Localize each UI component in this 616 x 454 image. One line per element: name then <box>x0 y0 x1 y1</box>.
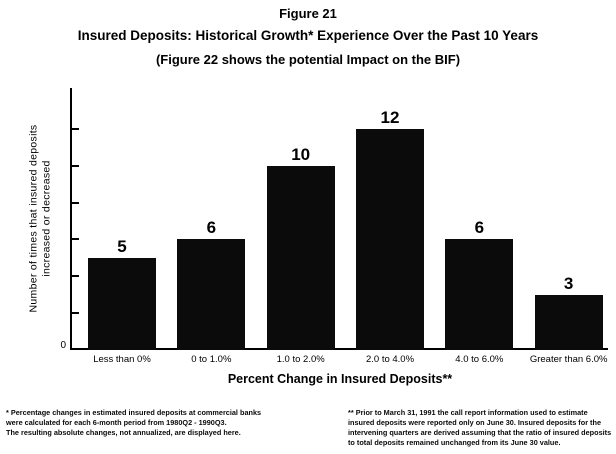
footnote-line: * Percentage changes in estimated insured deposits at commercial banks <box>6 408 262 417</box>
bar-value-label: 12 <box>380 107 400 127</box>
bar-value-label: 3 <box>563 273 574 293</box>
x-axis-category-label: Greater than 6.0% <box>529 354 608 365</box>
x-axis-category-label: 1.0 to 2.0% <box>276 354 325 365</box>
y-axis-tick <box>72 238 79 240</box>
y-axis-label-line: Number of times that insured deposits <box>27 124 40 313</box>
bar-1-0-to-2-0- <box>267 166 335 350</box>
y-axis-tick <box>72 312 79 314</box>
y-axis-label <box>28 69 53 369</box>
footnote-left <box>6 408 306 438</box>
bar-value-label: 5 <box>117 236 127 256</box>
y-axis-tick <box>72 275 79 277</box>
x-axis-category-label: 0 to 1.0% <box>191 354 232 365</box>
y-axis-origin-label: 0 <box>60 340 66 351</box>
x-axis-category-label: 4.0 to 6.0% <box>455 354 504 365</box>
bar-4-0-to-6-0- <box>445 239 513 350</box>
y-axis-tick <box>72 202 79 204</box>
bar-0-to-1-0- <box>177 239 245 350</box>
x-axis-category-label: 2.0 to 4.0% <box>365 354 415 365</box>
footnote-line: intervening quarters are derived assuming that the ratio of insured deposits <box>348 428 612 437</box>
footnote-right <box>348 408 612 448</box>
figure-number: Figure 21 <box>279 6 337 21</box>
x-axis-title: Percent Change in Insured Deposits** <box>227 372 453 386</box>
bar-less-than-0- <box>88 258 156 350</box>
bar-value-label: 10 <box>291 144 311 164</box>
bar-2-0-to-4-0- <box>356 129 424 350</box>
footnote-line: to total deposits remained unchanged from its June 30 value. <box>348 438 561 447</box>
footnote-line: insured deposits were reported only on June 30. Insured deposits for the <box>348 418 602 427</box>
bar-value-label: 6 <box>206 218 217 238</box>
figure-title: Insured Deposits: Historical Growth* Experience Over the Past 10 Years <box>77 28 539 43</box>
figure-subtitle: (Figure 22 shows the potential Impact on the BIF) <box>155 52 461 67</box>
y-axis-tick <box>72 165 79 167</box>
footnote-line: ** Prior to March 31, 1991 the call report information used to estimate <box>348 408 588 417</box>
bar-value-label: 6 <box>474 218 485 238</box>
bar-greater-than-6-0- <box>535 295 603 350</box>
footnote-line: were calculated for each 6-month period from 1980Q2 - 1990Q3. <box>6 418 227 427</box>
footnote-line: The resulting absolute changes, not annualized, are displayed here. <box>6 428 241 437</box>
y-axis-label-line: increased or decreased <box>40 160 52 277</box>
y-axis-tick <box>72 128 79 130</box>
x-axis-category-label: Less than 0% <box>93 354 151 365</box>
